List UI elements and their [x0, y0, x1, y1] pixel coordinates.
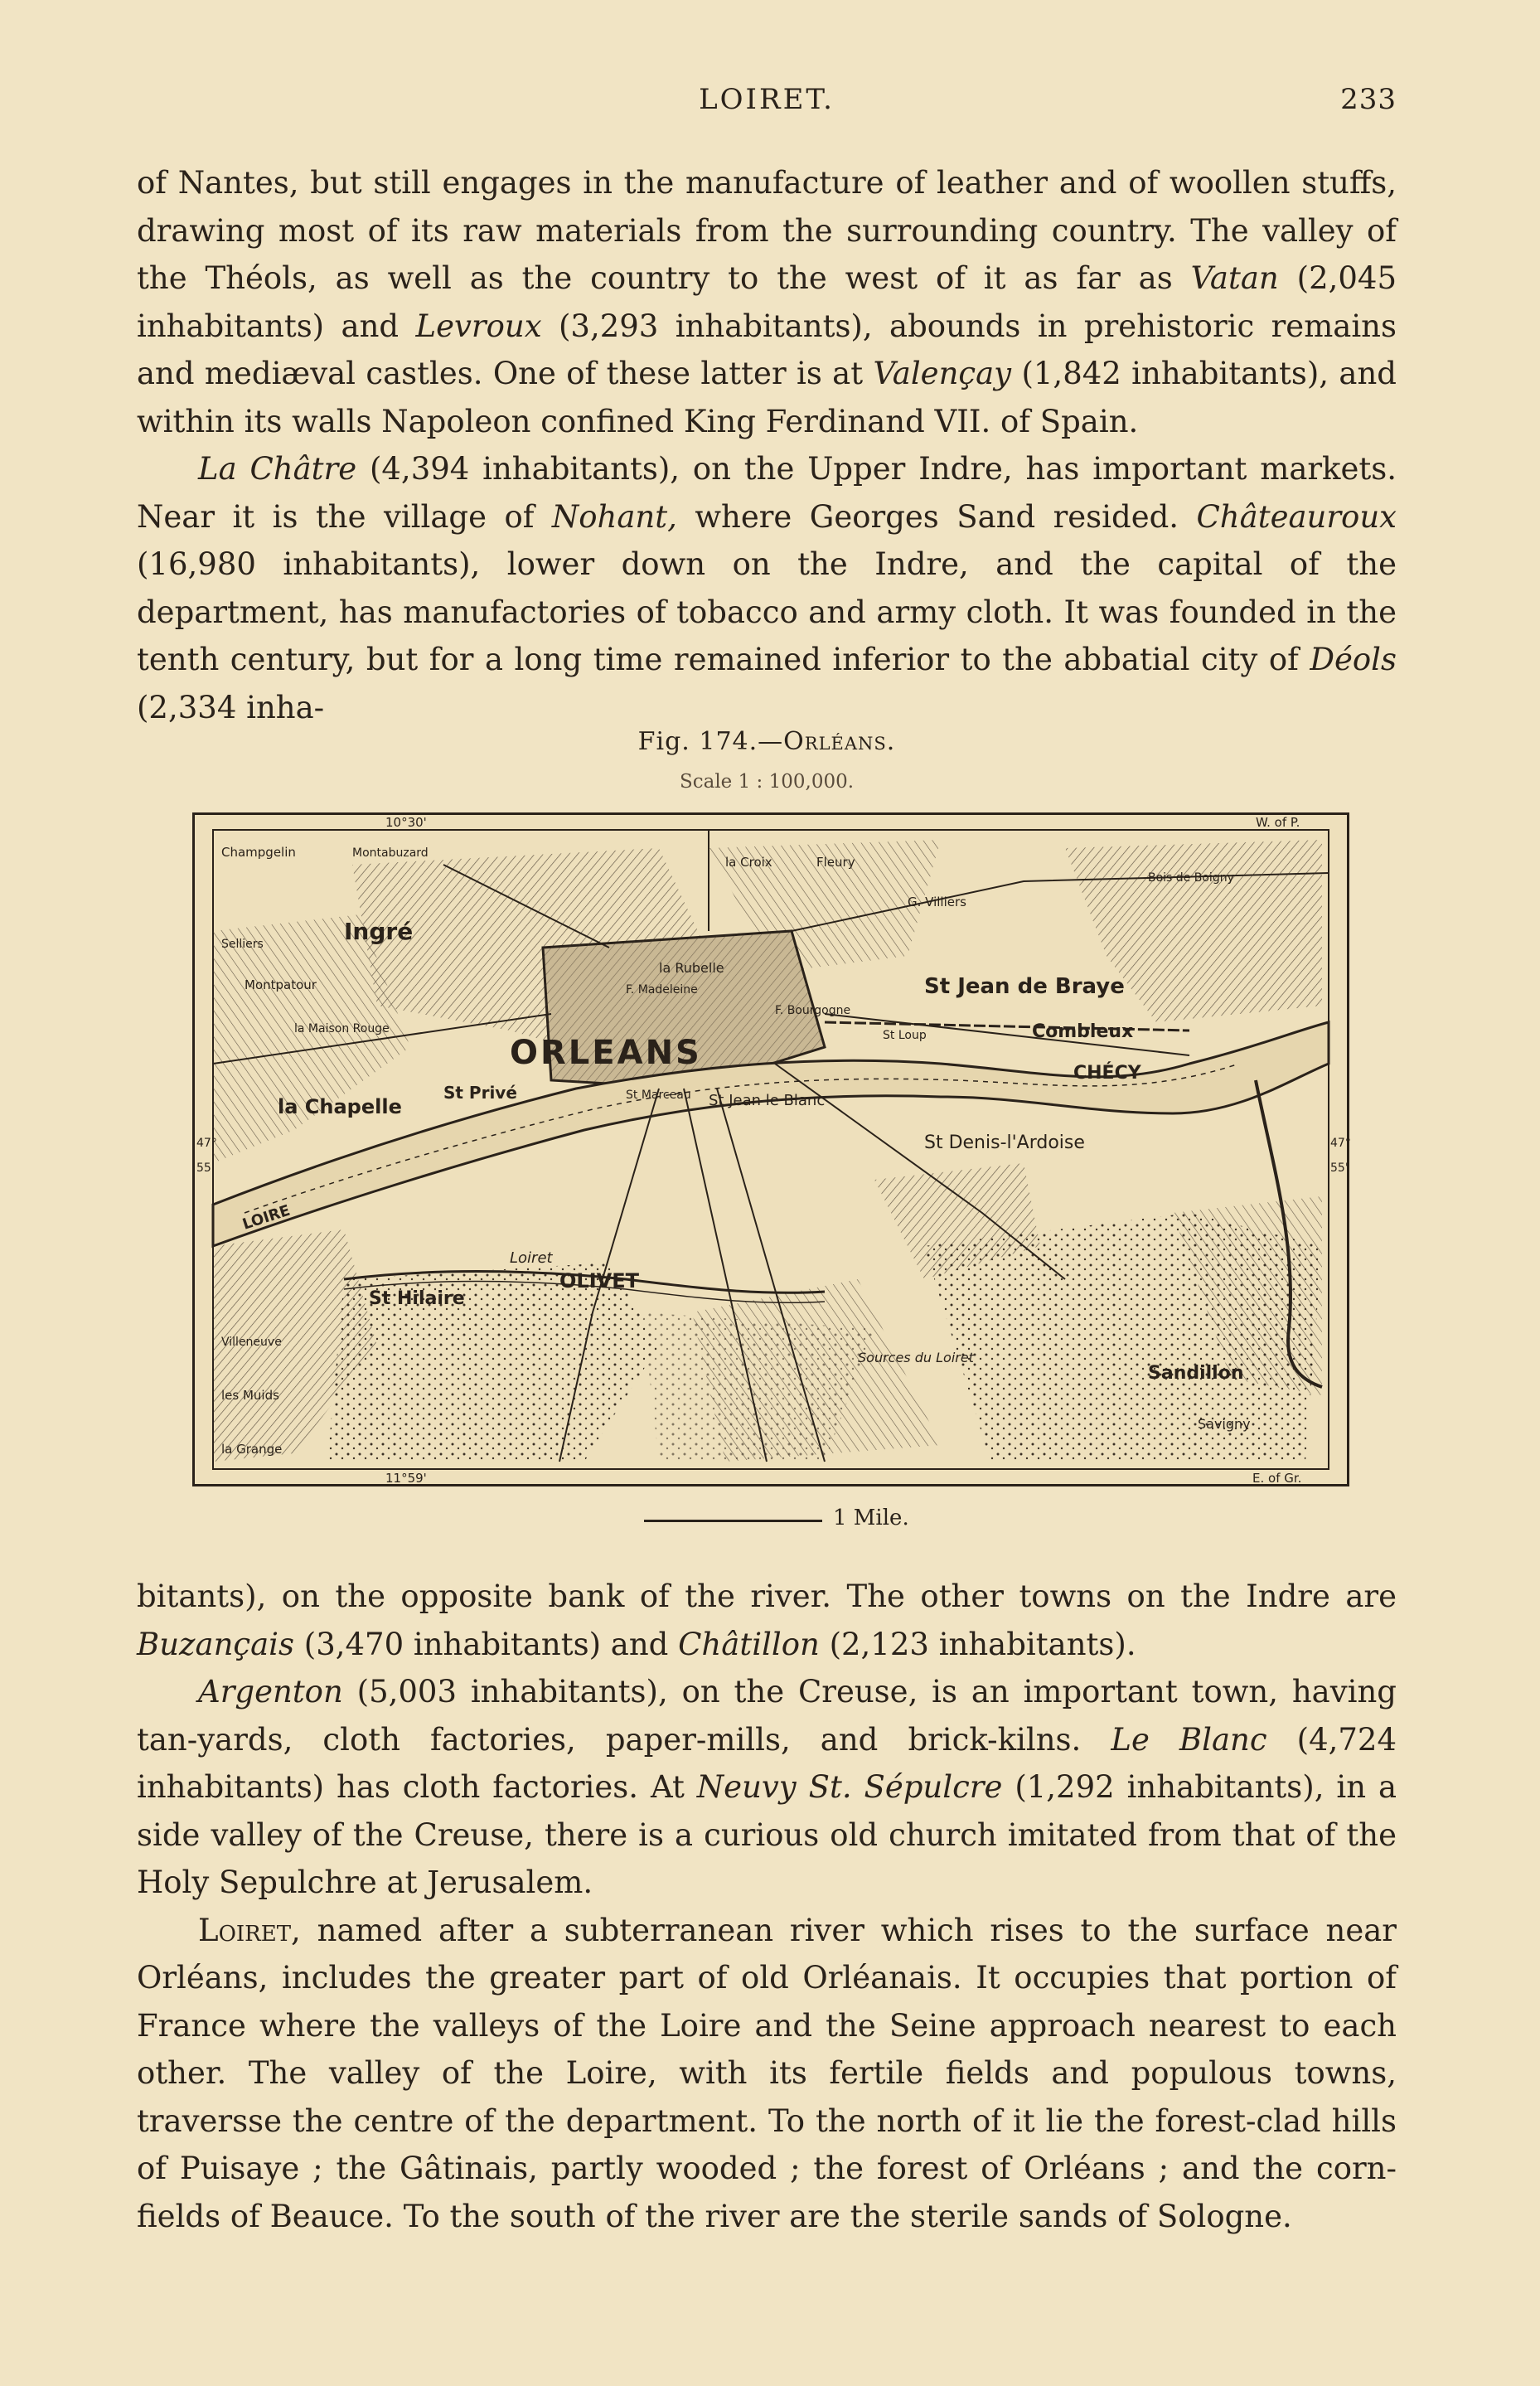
italic-place-name: Nohant,: [551, 498, 677, 535]
running-head-title: LOIRET.: [699, 83, 835, 116]
italic-place-name: Neuvy St. Sépulcre: [696, 1769, 1003, 1805]
text-run: bitants), on the opposite bank of the river. The other towns on the Indre are: [137, 1579, 1397, 1614]
text-run: where Georges Sand resided.: [676, 498, 1197, 535]
latitude-left-minutes: 55': [196, 1161, 215, 1175]
paragraph: [137, 1907, 1397, 2241]
la-croix-label: la Croix: [725, 855, 772, 870]
st-hilaire-label: St Hilaire: [369, 1288, 465, 1309]
text-run: (1,842 inhabitants), and within its walls Napoleon confined King Ferdinand VII. of Spain.: [137, 356, 1397, 439]
st-marceau-label: St Marceau: [626, 1089, 691, 1102]
running-head: [137, 83, 1397, 124]
orleans-map: [195, 815, 1351, 1486]
les-muids-label: les Muids: [221, 1388, 279, 1403]
latitude-right-label: 47°: [1330, 1137, 1351, 1150]
rubelle-label: la Rubelle: [659, 960, 724, 976]
st-loup-label: St Loup: [883, 1029, 927, 1042]
text-run: (1,292 inhabitants), in a side valley of the Creuse, there is a curious old church imitated from that of the Holy Sepulchre at Jerusalem.: [137, 1769, 1397, 1900]
paragraph: [137, 1668, 1397, 1907]
sandillon-label: Sandillon: [1148, 1363, 1244, 1384]
chapelle-label: la Chapelle: [278, 1095, 402, 1118]
text-run: (4,724 inhabitants) has cloth factories. At: [137, 1721, 1397, 1805]
sand-stippling: [327, 1213, 1322, 1462]
text-run: named after a subterranean river which rises to the surface near Orléans, includes the greater part of old Orléanais. It occupies that portion of France where the valleys of the Loire and the Seine approach nearest to each other. The valley of the Loire, with its fertile fields and populous towns, traversse the centre of the department. To the north of it lie the forest-clad hills of Puisaye ; the Gâtinais, partly wooded ; the forest of Orléans ; and the corn-fields of Beauce. To the south of the river are the sterile sands of Sologne.: [137, 1912, 1397, 2234]
paragraph: [137, 159, 1397, 445]
selliers-label: Selliers: [221, 938, 264, 951]
italic-place-name: Châtillon: [678, 1626, 820, 1662]
montpatour-label: Montpatour: [245, 977, 317, 992]
text-run: (16,980 inhabitants), lower down on the Indre, and the capital of the department, has manufactories of tobacco and army cloth. It was founded in the tenth century, but for a long time remained inferior to the abbatial city of: [137, 546, 1397, 677]
bourgogne-label: F. Bourgogne: [775, 1004, 851, 1017]
italic-place-name: Vatan: [1190, 260, 1279, 296]
italic-place-name: Argenton: [198, 1674, 343, 1709]
st-jean-de-braye-label: St Jean de Braye: [924, 974, 1125, 999]
text-run: (2,045 inhabitants) and: [137, 260, 1397, 344]
ingre-label: Ingré: [344, 918, 414, 945]
text-run: (2,123 inhabitants).: [819, 1626, 1136, 1662]
latitude-left-label: 47°: [196, 1137, 217, 1150]
savigny-label: Savigny: [1198, 1416, 1251, 1432]
west-of-paris-label: W. of P.: [1256, 815, 1300, 830]
italic-place-name: Valençay: [873, 356, 1012, 391]
fleury-label: Fleury: [816, 855, 855, 870]
olivet-label: OLIVET: [559, 1269, 639, 1292]
maison-rouge-label: la Maison Rouge: [294, 1022, 390, 1035]
page-number: 233: [1340, 83, 1397, 116]
italic-place-name: Le Blanc: [1111, 1721, 1267, 1758]
text-run: (3,293 inhabitants), abounds in prehistoric remains and mediæval castles. One of these latter is at: [137, 308, 1397, 391]
bois-de-boigny-label: Bois de Boigny: [1148, 871, 1234, 885]
latitude-right-minutes: 55': [1330, 1161, 1349, 1175]
orleans-label: ORLEANS: [510, 1034, 702, 1072]
italic-place-name: Levroux: [415, 308, 542, 344]
st-prive-label: St Privé: [443, 1083, 517, 1103]
montabuzard-label: Montabuzard: [352, 846, 429, 860]
checy-label: CHÉCY: [1073, 1063, 1141, 1084]
sources-du-loiret-label: Sources du Loiret: [858, 1350, 974, 1365]
paragraph: [137, 445, 1397, 731]
text-run: of Nantes, but still engages in the manufacture of leather and of woollen stuffs, drawing most of its raw materials from the surrounding country. The valley of the Théols, as well as the country to the west of it as far as: [137, 165, 1397, 296]
italic-place-name: Châteauroux: [1196, 498, 1397, 535]
la-grange-label: la Grange: [221, 1442, 283, 1457]
loiret-label: Loiret: [510, 1249, 553, 1267]
scale-bar-label: 1 Mile.: [833, 1506, 909, 1530]
champgelin-label: Champgelin: [221, 845, 296, 860]
small-caps-term: Loiret,: [198, 1912, 301, 1948]
text-run: (2,334 inha-: [137, 689, 325, 725]
st-jean-le-blanc-label: St Jean le Blanc: [709, 1092, 826, 1109]
st-denis-label: St Denis-l'Ardoise: [924, 1132, 1085, 1153]
longitude-bottom-label: 11°59': [385, 1471, 427, 1486]
east-of-greenwich-label: E. of Gr.: [1252, 1471, 1302, 1486]
villiers-label: G. Villiers: [908, 895, 966, 909]
villeneuve-label: Villeneuve: [221, 1336, 282, 1349]
text-block-top: [137, 159, 1397, 731]
loire-label: LOIRE: [240, 1201, 293, 1234]
italic-place-name: Déols: [1310, 642, 1397, 677]
map-figure: [192, 812, 1349, 1486]
longitude-top-label: 10°30': [385, 815, 427, 830]
text-run: (5,003 inhabitants), on the Creuse, is an important town, having tan-yards, cloth factories, paper-mills, and brick-kilns.: [137, 1674, 1397, 1758]
combleux-label: Combleux: [1032, 1021, 1134, 1042]
italic-place-name: La Châtre: [198, 451, 357, 487]
madeleine-label: F. Madeleine: [626, 983, 698, 997]
figure-number: Fig. 174.—: [637, 727, 784, 756]
figure-scale: Scale 1 : 100,000.: [679, 771, 855, 793]
text-run: (3,470 inhabitants) and: [294, 1626, 679, 1662]
scale-bar: [644, 1520, 822, 1522]
italic-place-name: Buzançais: [137, 1626, 295, 1662]
text-run: (4,394 inhabitants), on the Upper Indre, has important markets. Near it is the village of: [137, 451, 1397, 535]
figure-title: Orléans.: [783, 727, 896, 756]
paragraph: [137, 1573, 1397, 1668]
figure-caption: [137, 727, 1397, 756]
text-block-bottom: [137, 1573, 1397, 2240]
